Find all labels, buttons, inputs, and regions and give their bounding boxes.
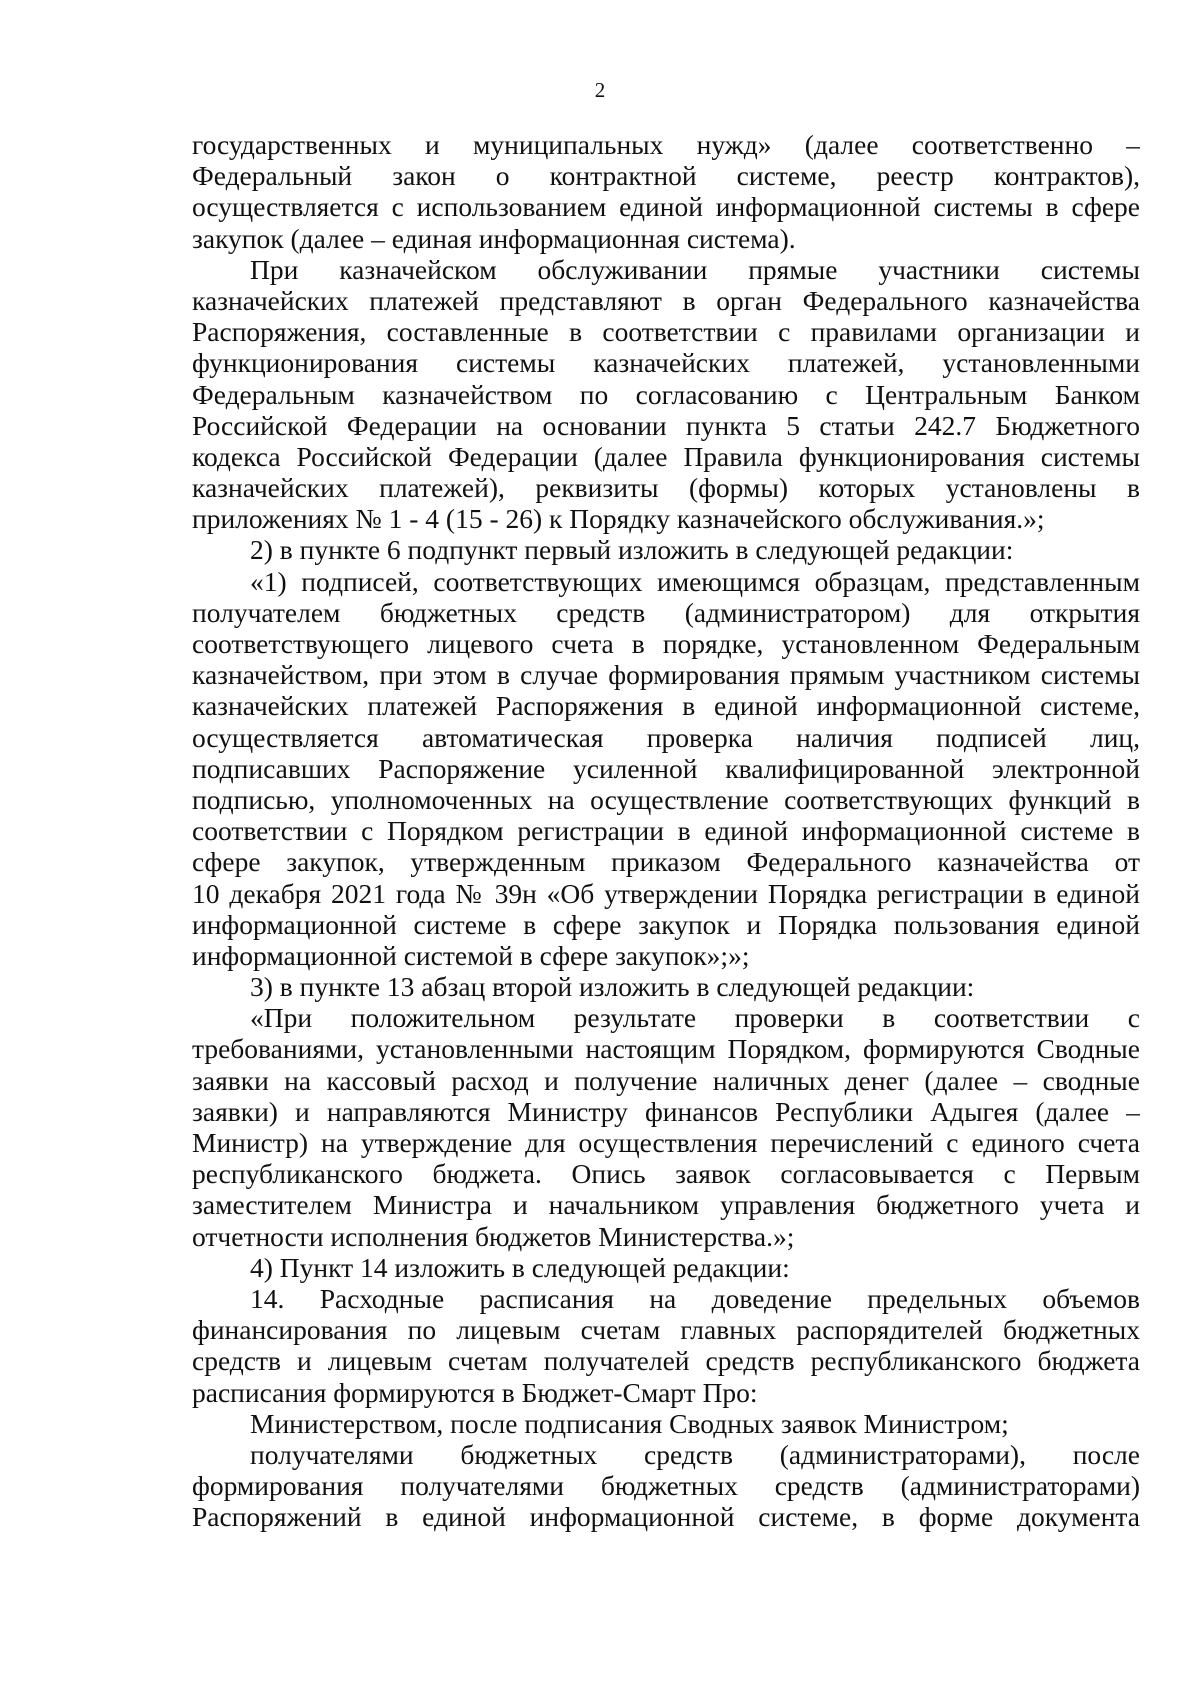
text-line: информационной системе в сфере закупок и Порядка пользования единой (192, 908, 1140, 940)
text-line: получателями бюджетных средств (администраторами), после (250, 1438, 1140, 1470)
text-line: финансирования по лицевым счетам главных распорядителей бюджетных (192, 1314, 1140, 1346)
text-line: При казначейском обслуживании прямые участники системы (250, 253, 1140, 285)
text-line: подписью, уполномоченных на осуществление соответствующих функций в (192, 783, 1140, 815)
text-line: заместителем Министра и начальником управления бюджетного учета и (192, 1189, 1140, 1221)
text-line: Федеральный закон о контрактной системе, реестр контрактов), (192, 160, 1140, 192)
text-line: закупок (далее – единая информационная система). (192, 222, 796, 254)
page-number: 2 (594, 78, 606, 102)
text-line: «1) подписей, соответствующих имеющимся образцам, представленным (250, 565, 1140, 597)
text-line: казначейских платежей Распоряжения в единой информационной системе, (192, 690, 1140, 722)
text-line: отчетности исполнения бюджетов Министерства.»; (192, 1220, 795, 1252)
text-line: Министерством, после подписания Сводных заявок Министром; (250, 1407, 1009, 1439)
text-line: средств и лицевым счетам получателей средств республиканского бюджета (192, 1345, 1140, 1377)
text-line: 3) в пункте 13 абзац второй изложить в следующей редакции: (250, 971, 975, 1003)
text-line: 10 декабря 2021 года № 39н «Об утверждении Порядка регистрации в единой (192, 877, 1140, 909)
text-line: «При положительном результате проверки в соответствии с (250, 1002, 1140, 1034)
text-line: осуществляется с использованием единой информационной системы в сфере (192, 191, 1140, 223)
text-line: заявки на кассовый расход и получение наличных денег (далее – сводные (192, 1064, 1140, 1096)
text-line: республиканского бюджета. Опись заявок согласовывается с Первым (192, 1158, 1140, 1190)
text-line: 4) Пункт 14 изложить в следующей редакции: (250, 1251, 790, 1283)
text-line: заявки) и направляются Министру финансов Республики Адыгея (далее – (192, 1095, 1140, 1127)
text-line: казначейских платежей представляют в орган Федерального казначейства (192, 284, 1140, 316)
text-line: подписавших Распоряжение усиленной квалифицированной электронной (192, 752, 1140, 784)
text-line: Распоряжения, составленные в соответствии с правилами организации и (192, 316, 1140, 348)
text-line: осуществляется автоматическая проверка наличия подписей лиц, (192, 721, 1140, 753)
text-line: Российской Федерации на основании пункта 5 статьи 242.7 Бюджетного (192, 409, 1140, 441)
text-line: 14. Расходные расписания на доведение предельных объемов (250, 1282, 1140, 1314)
text-line: функционирования системы казначейских платежей, установленными (192, 347, 1140, 379)
text-line: требованиями, установленными настоящим Порядком, формируются Сводные (192, 1033, 1140, 1065)
text-line: информационной системой в сфере закупок»;»; (192, 939, 750, 971)
text-line: Распоряжений в единой информационной системе, в форме документа (192, 1501, 1140, 1533)
text-line: казначейских платежей), реквизиты (формы) которых установлены в (192, 472, 1140, 504)
document-body (192, 129, 1140, 1532)
text-line: соответствующего лицевого счета в порядке, установленном Федеральным (192, 628, 1140, 659)
text-line: соответствии с Порядком регистрации в единой информационной системе в (192, 815, 1140, 847)
text-line: Федеральным казначейством по согласованию с Центральным Банком (192, 378, 1140, 410)
text-line: приложениях № 1 - 4 (15 - 26) к Порядку казначейского обслуживания.»; (192, 503, 1045, 535)
text-line: казначейством, при этом в случае формирования прямым участником системы (192, 659, 1140, 691)
text-line: кодекса Российской Федерации (далее Правила функционирования системы (192, 440, 1140, 472)
text-line: сфере закупок, утвержденным приказом Федерального казначейства от (192, 846, 1140, 878)
text-line: получателем бюджетных средств (администратором) для открытия (192, 596, 1140, 628)
text-line: государственных и муниципальных нужд» (далее соответственно – (192, 129, 1140, 160)
text-line: расписания формируются в Бюджет-Смарт Про: (192, 1376, 758, 1408)
text-line: Министр) на утверждение для осуществления перечислений с единого счета (192, 1127, 1140, 1158)
text-line: формирования получателями бюджетных средств (администраторами) (192, 1470, 1140, 1502)
text-line: 2) в пункте 6 подпункт первый изложить в следующей редакции: (250, 534, 1014, 566)
